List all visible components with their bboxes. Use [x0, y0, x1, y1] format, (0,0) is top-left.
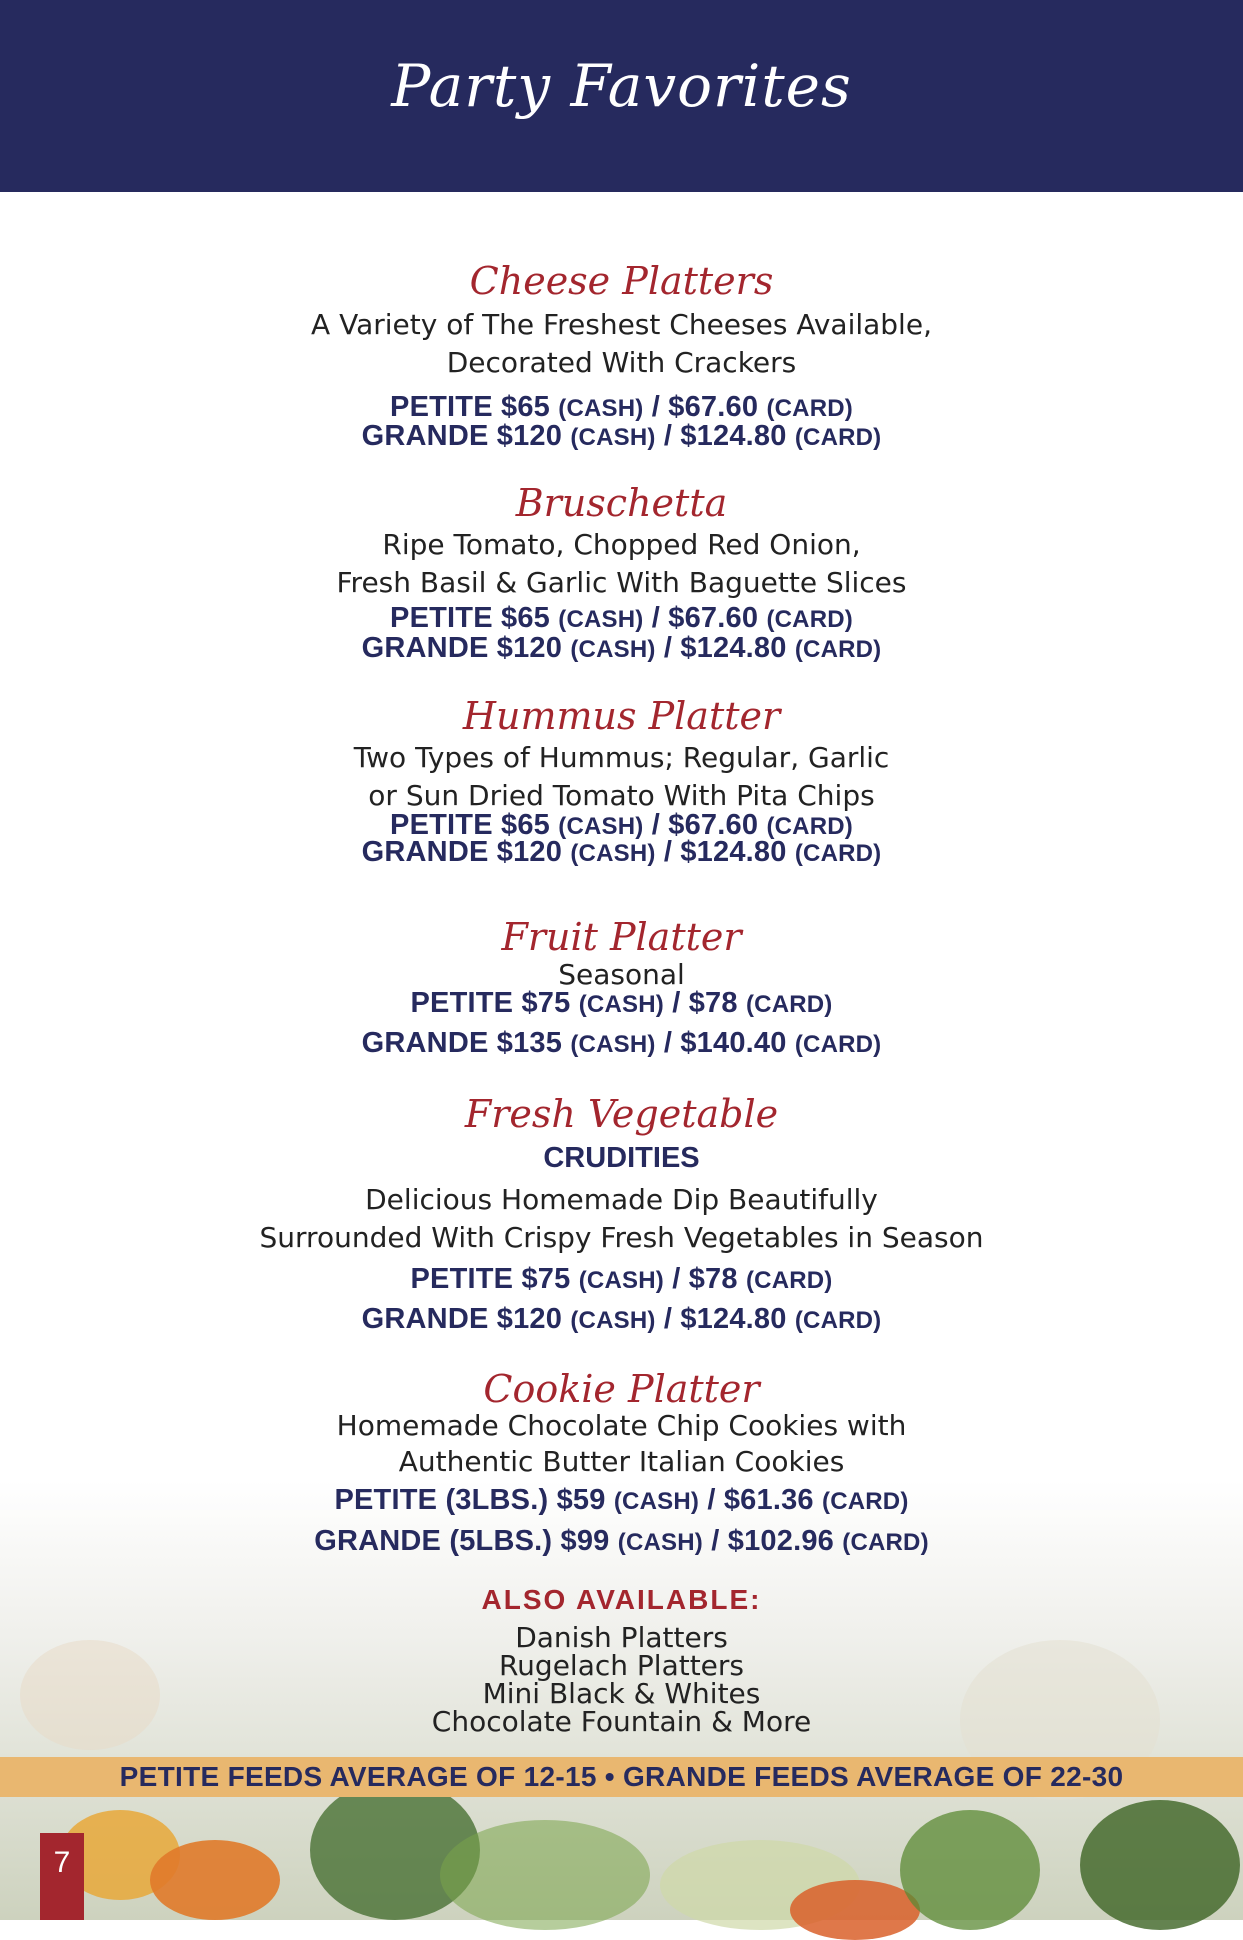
price-line-petite: PETITE (3LBS.) $59 (CASH) / $61.36 (CARD) [334, 1484, 909, 1516]
also-available-item: Rugelach Platters [498, 1649, 745, 1682]
price-line-petite: PETITE $65 (CASH) / $67.60 (CARD) [390, 602, 853, 634]
section-title-cheese-platters: Cheese Platters [469, 259, 774, 303]
price-line-petite: PETITE $65 (CASH) / $67.60 (CARD) [390, 809, 853, 841]
section-title-cookie-platter: Cookie Platter [483, 1367, 760, 1411]
section-desc-line: Surrounded With Crispy Fresh Vegetables in Season [259, 1221, 984, 1254]
price-line-grande: GRANDE $135 (CASH) / $140.40 (CARD) [361, 1027, 882, 1059]
section-desc-line: Ripe Tomato, Chopped Red Onion, [382, 528, 861, 561]
also-available-item: Danish Platters [515, 1621, 728, 1654]
price-line-petite: PETITE $75 (CASH) / $78 (CARD) [410, 987, 833, 1019]
section-subtitle-crudities: CRUDITIES [543, 1142, 700, 1174]
section-desc-line: Homemade Chocolate Chip Cookies with [336, 1409, 907, 1442]
section-desc-line: A Variety of The Freshest Cheeses Available, [311, 308, 932, 341]
also-available-title: ALSO AVAILABLE: [481, 1584, 762, 1615]
price-line-grande: GRANDE $120 (CASH) / $124.80 (CARD) [361, 632, 882, 664]
section-title-hummus-platter: Hummus Platter [462, 694, 781, 738]
section-desc-line: or Sun Dried Tomato With Pita Chips [368, 779, 875, 812]
section-desc-line: Delicious Homemade Dip Beautifully [365, 1183, 878, 1216]
section-desc-line: Decorated With Crackers [446, 346, 797, 379]
page-title: Party Favorites [391, 52, 852, 120]
also-available-item: Mini Black & Whites [482, 1677, 761, 1710]
price-line-petite: PETITE $75 (CASH) / $78 (CARD) [410, 1263, 833, 1295]
price-line-grande: GRANDE $120 (CASH) / $124.80 (CARD) [361, 836, 882, 868]
price-line-grande: GRANDE (5LBS.) $99 (CASH) / $102.96 (CARD) [314, 1525, 929, 1557]
servings-banner-text: PETITE FEEDS AVERAGE OF 12-15 • GRANDE FEEDS AVERAGE OF 22-30 [119, 1761, 1124, 1792]
price-line-petite: PETITE $65 (CASH) / $67.60 (CARD) [390, 391, 853, 423]
section-title-fresh-vegetable: Fresh Vegetable [464, 1092, 779, 1136]
section-title-fruit-platter: Fruit Platter [501, 915, 742, 959]
also-available-item: Chocolate Fountain & More [431, 1705, 812, 1738]
section-desc-line: Two Types of Hummus; Regular, Garlic [353, 741, 890, 774]
price-line-grande: GRANDE $120 (CASH) / $124.80 (CARD) [361, 420, 882, 452]
price-line-grande: GRANDE $120 (CASH) / $124.80 (CARD) [361, 1303, 882, 1335]
section-title-bruschetta: Bruschetta [515, 481, 728, 525]
page-number: 7 [40, 1833, 84, 1920]
section-desc-line: Authentic Butter Italian Cookies [398, 1445, 845, 1478]
section-desc-line: Seasonal [558, 958, 685, 991]
section-desc-line: Fresh Basil & Garlic With Baguette Slices [336, 566, 907, 599]
